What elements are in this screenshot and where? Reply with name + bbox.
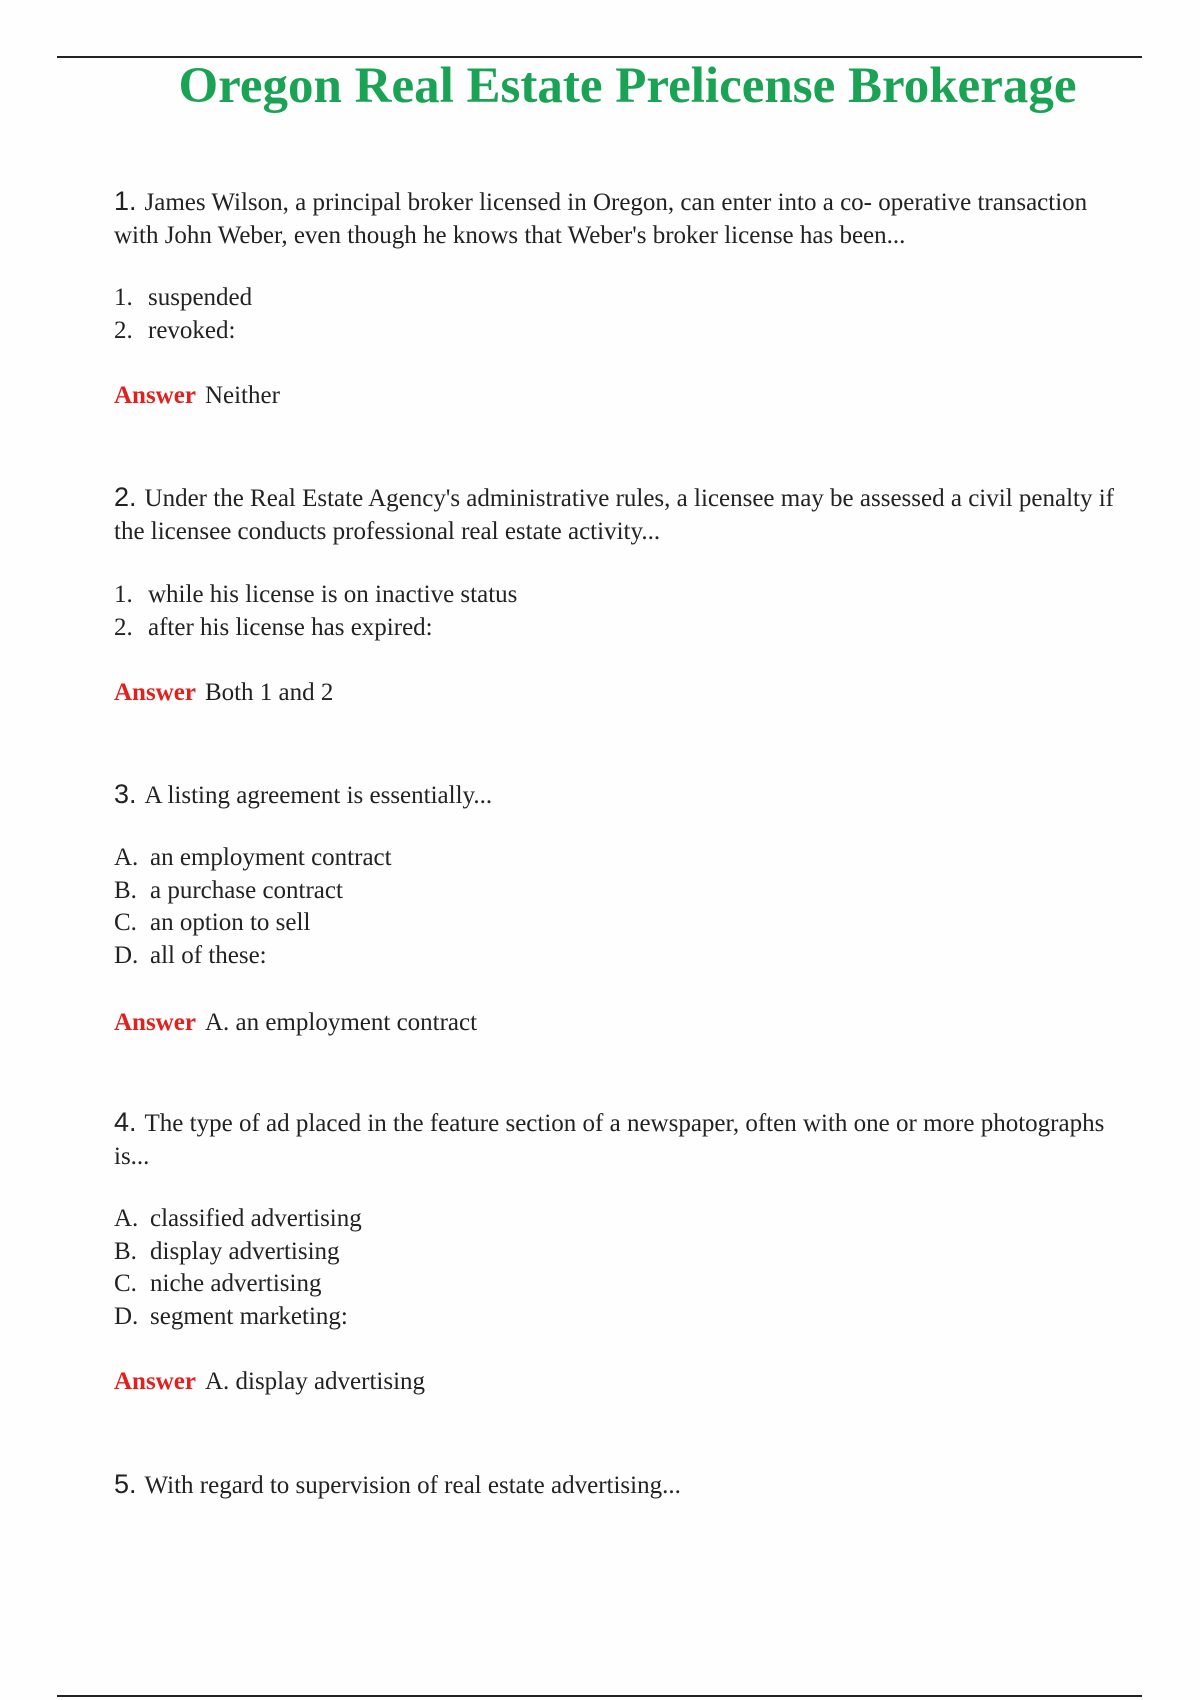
question-3 [114, 778, 1134, 812]
question-number: 3. [114, 779, 137, 809]
question-2-answer [114, 677, 333, 709]
option-item [114, 315, 252, 348]
answer-label: Answer [114, 382, 196, 409]
option-item [114, 1236, 362, 1269]
option-marker: B. [114, 876, 137, 904]
option-text: all of these: [150, 941, 267, 969]
option-text: display advertising [150, 1237, 340, 1265]
question-number: 1. [114, 186, 137, 216]
answer-text: A. an employment contract [204, 1009, 478, 1036]
question-number: 5. [114, 1469, 137, 1499]
option-text: niche advertising [150, 1270, 322, 1297]
option-item [114, 842, 392, 875]
question-5 [114, 1468, 1134, 1502]
answer-label: Answer [114, 679, 196, 706]
option-marker: D. [114, 1302, 139, 1330]
option-text: segment marketing: [150, 1302, 348, 1330]
question-2 [114, 481, 1134, 548]
option-item [114, 612, 517, 645]
option-item [114, 875, 392, 908]
option-marker: 1. [114, 581, 133, 608]
option-text: an option to sell [150, 909, 311, 936]
option-item [114, 282, 252, 315]
option-item [114, 1268, 362, 1301]
question-number: 4. [114, 1107, 137, 1137]
option-item [114, 1301, 362, 1334]
answer-text: A. display advertising [204, 1368, 426, 1395]
option-text: while his license is on inactive status [148, 581, 518, 608]
question-text: The type of ad placed in the feature section of a newspaper, often with one or more photographs is... [114, 1110, 1105, 1170]
question-4-answer [114, 1366, 425, 1398]
question-1 [114, 185, 1134, 252]
option-text: suspended [148, 284, 253, 311]
question-text: A listing agreement is essentially... [144, 782, 493, 809]
option-text: an employment contract [150, 844, 392, 871]
option-text: a purchase contract [150, 876, 343, 904]
question-text: Under the Real Estate Agency's administrative rules, a licensee may be assessed a civil penalty if the licensee conducts professional real estate activity... [114, 485, 1114, 545]
option-marker: A. [114, 1205, 139, 1232]
option-marker: D. [114, 941, 139, 969]
option-text: classified advertising [150, 1205, 362, 1232]
answer-label: Answer [114, 1009, 196, 1036]
question-4-options [114, 1203, 362, 1333]
option-marker: 1. [114, 284, 133, 311]
question-1-answer [114, 380, 280, 412]
question-text: James Wilson, a principal broker licensed in Oregon, can enter into a co- operative transaction with John Weber, even though he knows that Weber's broker license has been... [114, 189, 1088, 249]
question-4 [114, 1106, 1134, 1173]
option-marker: B. [114, 1237, 137, 1265]
bottom-rule [57, 1695, 1142, 1697]
option-item [114, 907, 392, 940]
question-1-options [114, 282, 252, 347]
option-marker: C. [114, 1270, 137, 1297]
option-marker: 2. [114, 316, 133, 344]
answer-text: Both 1 and 2 [204, 679, 334, 706]
option-marker: C. [114, 909, 137, 936]
answer-text: Neither [204, 382, 280, 409]
question-3-answer [114, 1007, 477, 1039]
question-number: 2. [114, 482, 137, 512]
option-marker: 2. [114, 613, 133, 641]
option-marker: A. [114, 844, 139, 871]
answer-label: Answer [114, 1368, 196, 1395]
question-2-options [114, 579, 517, 644]
question-3-options [114, 842, 392, 972]
option-text: revoked: [148, 316, 236, 344]
option-text: after his license has expired: [148, 613, 433, 641]
page-title: Oregon Real Estate Prelicense Brokerage [178, 58, 1077, 114]
option-item [114, 579, 517, 612]
option-item [114, 1203, 362, 1236]
option-item [114, 940, 392, 973]
question-text: With regard to supervision of real estate advertising... [144, 1472, 681, 1499]
